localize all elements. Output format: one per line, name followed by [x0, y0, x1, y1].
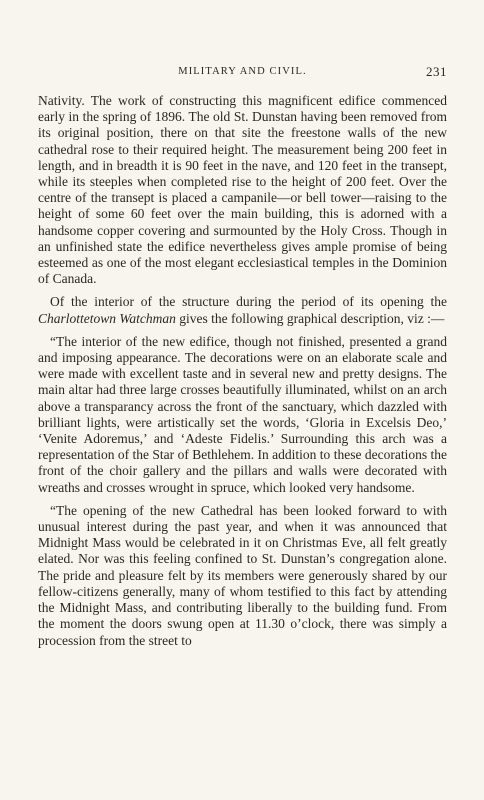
paragraph-text-before: Of the interior of the structure during the period of its opening the [50, 294, 447, 310]
quoted-paragraph-interior: “The interior of the new edifice, though not finished, presented a grand and imposing appearance. The decorations were on an elaborate scale and were made with excellent taste and in several new and pretty designs. The main altar had three large crosses beautifully illuminated, whilst on an arch above a transparancy across the front of the sanctuary, which dazzled with brilliant lights, were artistically set the words, ‘Gloria in Excelsis Deo,’ ‘Venite Adoremus,’ and ‘Adeste Fidelis.’ Surrounding this arch was a representation of the Star of Bethlehem. In addition to these decorations the front of the choir gallery and the pillars and walls were decorated with wreaths and crosses wrought in spruce, which looked very handsome. [38, 333, 447, 495]
newspaper-title: Charlottetown Watchman [38, 310, 176, 326]
running-head [38, 66, 447, 82]
paragraph-continued: Nativity. The work of constructing this magnificent edifice commenced early in the spring of 1896. The old St. Dunstan having been removed from its original position, there on that site the freestone walls of the new cathedral rose to their required height. The measurement being 200 feet in length, and in breadth it is 90 feet in the nave, and 120 feet in the transept, while its steeples when completed rise to the height of 200 feet. Over the centre of the transept is placed a campanile—or bell tower—raising to the height of some 60 feet over the main building, this is adorned with a handsome copper covering and surmounted by the Holy Cross. Though in an unfinished state the edifice nevertheless gives ample promise of being esteemed as one of the most elegant ecclesiastical temples in the Dominion of Canada. [38, 93, 447, 287]
page-number: 231 [426, 64, 447, 79]
body-text [38, 93, 447, 649]
paragraph-intro-quote [38, 294, 447, 326]
quoted-paragraph-opening: “The opening of the new Cathedral has been looked forward to with unusual interest during the past year, and when it was announced that Midnight Mass would be celebrated in it on Christmas Eve, all felt greatly elated. Nor was this feeling confined to St. Dunstan’s congregation alone. The pride and pleasure felt by its members were generously shared by our fellow-citizens generally, many of whom testified to this fact by attending the Midnight Mass, and contributing liberally to the building fund. From the moment the doors swung open at 11.30 o’clock, there was simply a procession from the street to [38, 502, 447, 648]
running-title: MILITARY AND CIVIL. [178, 66, 307, 77]
paragraph-text-after: gives the following graphical description, viz :— [175, 310, 445, 326]
